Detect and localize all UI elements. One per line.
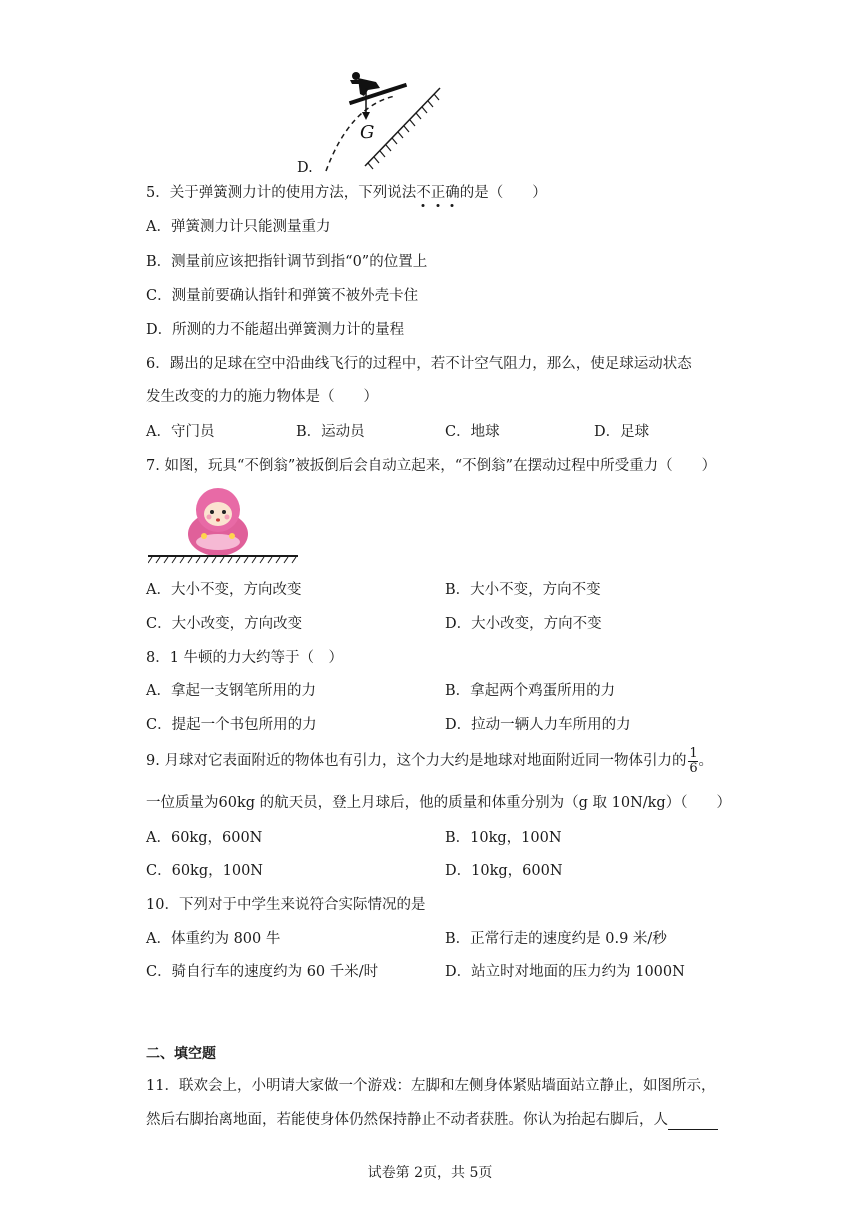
q6-option-d: D．足球 <box>594 424 650 440</box>
q7-stem: 7. 如图，玩具“不倒翁”被扳倒后会自动立起来，“不倒翁”在摆动过程中所受重力（ ） <box>146 458 717 474</box>
q9-option-b: B．10kg，100N <box>445 830 562 846</box>
q7-option-b: B．大小不变，方向不变 <box>445 582 601 598</box>
q7-option-a: A．大小不变，方向改变 <box>146 582 302 598</box>
q11-answer-blank[interactable] <box>668 1115 718 1130</box>
section-fill-in-title: 二、填空题 <box>146 1046 216 1062</box>
q11-line1: 11．联欢会上，小明请大家做一个游戏：左脚和左侧身体紧贴墙面站立静止，如图所示， <box>146 1078 716 1094</box>
q9-stem-line2: 一位质量为60kg 的航天员，登上月球后，他的质量和体重分别为（g 取 10N/kg）（ ） <box>146 795 731 811</box>
q8-option-c: C．提起一个书包所用的力 <box>146 717 317 733</box>
q8-option-b: B．拿起两个鸡蛋所用的力 <box>445 683 616 699</box>
q6-stem-line2: 发生改变的力的施力物体是（ ） <box>146 389 378 405</box>
q10-option-b: B．正常行走的速度约是 0.9 米/秒 <box>445 931 667 947</box>
q6-option-b: B．运动员 <box>296 424 365 440</box>
gravity-label: G <box>360 122 375 143</box>
q6-stem-line1: 6．踢出的足球在空中沿曲线飞行的过程中，若不计空气阻力，那么，使足球运动状态 <box>146 356 692 372</box>
fraction-one-sixth: $\frac{1}{6}$ <box>689 745 698 776</box>
skier-slope-figure <box>320 66 450 176</box>
q9-option-d: D．10kg，600N <box>445 863 563 879</box>
q6-option-a: A．守门员 <box>146 424 215 440</box>
q10-option-d: D．站立时对地面的压力约为 1000N <box>445 964 685 980</box>
q7-option-c: C．大小改变，方向改变 <box>146 616 303 632</box>
q6-option-c: C．地球 <box>445 424 500 440</box>
page-footer: 试卷第 2页，共 5页 <box>367 1165 493 1181</box>
q9-option-a: A．60kg，600N <box>146 830 263 846</box>
q7-option-d: D．大小改变，方向不变 <box>445 616 602 632</box>
q10-option-c: C．骑自行车的速度约为 60 千米/时 <box>146 964 379 980</box>
q8-option-a: A．拿起一支钢笔所用的力 <box>146 683 316 699</box>
q5-stem: 5．关于弹簧测力计的使用方法，下列说法不正确的是（ ） <box>146 185 547 201</box>
q10-stem: 10．下列对于中学生来说符合实际情况的是 <box>146 897 426 913</box>
tumbler-toy-figure <box>148 482 298 564</box>
q4-option-d-label: D. <box>297 160 313 176</box>
q8-stem: 8．1 牛顿的力大约等于（ ） <box>146 650 344 666</box>
q8-option-d: D．拉动一辆人力车所用的力 <box>445 717 631 733</box>
q10-option-a: A．体重约为 800 牛 <box>146 931 281 947</box>
q9-stem-line1: 9. 月球对它表面附近的物体也有引力，这个力大约是地球对地面附近同一物体引力的 $\frac{1}{6}$ 。 <box>146 745 713 776</box>
q9-option-c: C．60kg，100N <box>146 863 263 879</box>
q5-option-d: D．所测的力不能超出弹簧测力计的量程 <box>146 322 405 338</box>
q11-line2: 然后右脚抬离地面，若能使身体仍然保持静止不动者获胜。你认为抬起右脚后，人 <box>146 1110 718 1130</box>
q5-option-a: A．弹簧测力计只能测量重力 <box>146 219 331 235</box>
q5-option-b: B．测量前应该把指针调节到指“0”的位置上 <box>146 254 428 270</box>
q5-option-c: C．测量前要确认指针和弹簧不被外壳卡住 <box>146 288 419 304</box>
